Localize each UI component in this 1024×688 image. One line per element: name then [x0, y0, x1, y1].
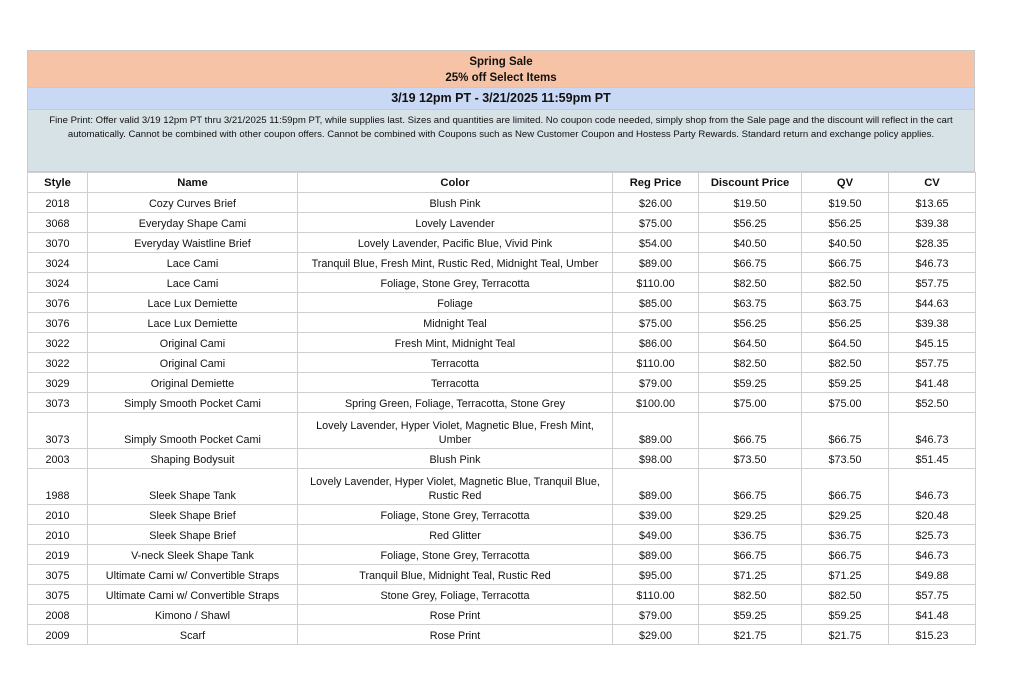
- cell-reg-price: $79.00: [613, 373, 699, 393]
- table-row: [28, 585, 976, 605]
- cell-name: Ultimate Cami w/ Convertible Straps: [88, 585, 298, 605]
- cell-qv: $82.50: [802, 273, 889, 293]
- header-color: Color: [298, 173, 613, 193]
- cell-style: 2003: [28, 449, 88, 469]
- cell-color: Lovely Lavender: [298, 213, 613, 233]
- cell-color: Blush Pink: [298, 193, 613, 213]
- cell-color: Foliage: [298, 293, 613, 313]
- cell-discount-price: $56.25: [699, 313, 802, 333]
- cell-qv: $82.50: [802, 353, 889, 373]
- table-row: [28, 605, 976, 625]
- cell-discount-price: $56.25: [699, 213, 802, 233]
- cell-name: Everyday Shape Cami: [88, 213, 298, 233]
- table-row: [28, 413, 976, 449]
- cell-cv: $57.75: [889, 273, 976, 293]
- cell-cv: $28.35: [889, 233, 976, 253]
- cell-reg-price: $26.00: [613, 193, 699, 213]
- cell-cv: $57.75: [889, 585, 976, 605]
- cell-cv: $41.48: [889, 605, 976, 625]
- cell-style: 3024: [28, 273, 88, 293]
- cell-color: Foliage, Stone Grey, Terracotta: [298, 273, 613, 293]
- cell-discount-price: $75.00: [699, 393, 802, 413]
- table-row: [28, 253, 976, 273]
- cell-style: 1988: [28, 469, 88, 505]
- cell-style: 2010: [28, 505, 88, 525]
- cell-reg-price: $98.00: [613, 449, 699, 469]
- cell-style: 3070: [28, 233, 88, 253]
- cell-discount-price: $66.75: [699, 413, 802, 449]
- cell-discount-price: $19.50: [699, 193, 802, 213]
- table-row: [28, 565, 976, 585]
- cell-discount-price: $63.75: [699, 293, 802, 313]
- cell-color: Terracotta: [298, 373, 613, 393]
- cell-discount-price: $82.50: [699, 585, 802, 605]
- table-row: [28, 313, 976, 333]
- sale-title: Spring Sale: [469, 56, 533, 68]
- cell-style: 3068: [28, 213, 88, 233]
- cell-style: 3024: [28, 253, 88, 273]
- cell-reg-price: $85.00: [613, 293, 699, 313]
- cell-cv: $57.75: [889, 353, 976, 373]
- cell-name: Original Cami: [88, 333, 298, 353]
- cell-cv: $15.23: [889, 625, 976, 645]
- table-row: [28, 353, 976, 373]
- table-row: [28, 505, 976, 525]
- spreadsheet: [27, 50, 975, 645]
- cell-qv: $64.50: [802, 333, 889, 353]
- cell-reg-price: $39.00: [613, 505, 699, 525]
- sale-title-banner: [27, 50, 975, 88]
- cell-discount-price: $64.50: [699, 333, 802, 353]
- cell-style: 3022: [28, 353, 88, 373]
- header-name: Name: [88, 173, 298, 193]
- cell-discount-price: $59.25: [699, 605, 802, 625]
- table-row: [28, 273, 976, 293]
- cell-reg-price: $54.00: [613, 233, 699, 253]
- cell-name: Scarf: [88, 625, 298, 645]
- table-row: [28, 449, 976, 469]
- cell-qv: $82.50: [802, 585, 889, 605]
- table-row: [28, 233, 976, 253]
- cell-name: Shaping Bodysuit: [88, 449, 298, 469]
- header-qv: QV: [802, 173, 889, 193]
- cell-style: 2009: [28, 625, 88, 645]
- fine-print: Fine Print: Offer valid 3/19 12pm PT thru 3/21/2025 11:59pm PT, while supplies last. Sizes and quantities are limited. No coupon code needed, simply shop from the Sale page and the discount will reflect in the cart automatically. Cannot be combined with other coupon offers. Cannot be combined with Coupons such as New Customer Coupon and Hostess Party Rewards. Standard return and exchange policy applies.: [27, 110, 975, 172]
- cell-discount-price: $73.50: [699, 449, 802, 469]
- cell-cv: $46.73: [889, 469, 976, 505]
- table-row: [28, 393, 976, 413]
- cell-name: Ultimate Cami w/ Convertible Straps: [88, 565, 298, 585]
- cell-style: 3076: [28, 293, 88, 313]
- cell-reg-price: $75.00: [613, 313, 699, 333]
- header-cv: CV: [889, 173, 976, 193]
- cell-color: Terracotta: [298, 353, 613, 373]
- cell-cv: $20.48: [889, 505, 976, 525]
- sale-dates-banner: 3/19 12pm PT - 3/21/2025 11:59pm PT: [27, 88, 975, 110]
- cell-color: Foliage, Stone Grey, Terracotta: [298, 545, 613, 565]
- cell-color: Spring Green, Foliage, Terracotta, Stone Grey: [298, 393, 613, 413]
- table-header-row: [28, 173, 976, 193]
- cell-qv: $71.25: [802, 565, 889, 585]
- cell-reg-price: $110.00: [613, 585, 699, 605]
- sale-items-table: [27, 172, 976, 645]
- cell-reg-price: $29.00: [613, 625, 699, 645]
- cell-cv: $41.48: [889, 373, 976, 393]
- cell-qv: $63.75: [802, 293, 889, 313]
- cell-qv: $73.50: [802, 449, 889, 469]
- cell-discount-price: $59.25: [699, 373, 802, 393]
- cell-discount-price: $21.75: [699, 625, 802, 645]
- cell-qv: $66.75: [802, 253, 889, 273]
- header-reg-price: Reg Price: [613, 173, 699, 193]
- cell-cv: $25.73: [889, 525, 976, 545]
- cell-qv: $66.75: [802, 469, 889, 505]
- table-row: [28, 625, 976, 645]
- cell-discount-price: $40.50: [699, 233, 802, 253]
- cell-style: 2008: [28, 605, 88, 625]
- cell-reg-price: $49.00: [613, 525, 699, 545]
- cell-qv: $40.50: [802, 233, 889, 253]
- cell-name: Kimono / Shawl: [88, 605, 298, 625]
- cell-qv: $56.25: [802, 213, 889, 233]
- cell-name: Sleek Shape Tank: [88, 469, 298, 505]
- cell-reg-price: $100.00: [613, 393, 699, 413]
- cell-name: Original Cami: [88, 353, 298, 373]
- cell-name: Cozy Curves Brief: [88, 193, 298, 213]
- cell-color: Lovely Lavender, Hyper Violet, Magnetic Blue, Tranquil Blue, Rustic Red: [298, 469, 613, 505]
- cell-qv: $75.00: [802, 393, 889, 413]
- cell-qv: $66.75: [802, 545, 889, 565]
- cell-cv: $52.50: [889, 393, 976, 413]
- cell-reg-price: $110.00: [613, 353, 699, 373]
- cell-cv: $39.38: [889, 313, 976, 333]
- cell-discount-price: $71.25: [699, 565, 802, 585]
- cell-cv: $44.63: [889, 293, 976, 313]
- table-row: [28, 213, 976, 233]
- cell-style: 3075: [28, 565, 88, 585]
- cell-reg-price: $89.00: [613, 545, 699, 565]
- cell-discount-price: $36.75: [699, 525, 802, 545]
- cell-name: Lace Lux Demiette: [88, 313, 298, 333]
- cell-cv: $46.73: [889, 253, 976, 273]
- cell-reg-price: $89.00: [613, 253, 699, 273]
- cell-name: Lace Lux Demiette: [88, 293, 298, 313]
- cell-color: Rose Print: [298, 605, 613, 625]
- cell-color: Stone Grey, Foliage, Terracotta: [298, 585, 613, 605]
- cell-reg-price: $110.00: [613, 273, 699, 293]
- cell-discount-price: $66.75: [699, 253, 802, 273]
- header-discount-price: Discount Price: [699, 173, 802, 193]
- cell-qv: $66.75: [802, 413, 889, 449]
- cell-reg-price: $75.00: [613, 213, 699, 233]
- cell-cv: $46.73: [889, 545, 976, 565]
- table-row: [28, 293, 976, 313]
- cell-qv: $59.25: [802, 605, 889, 625]
- cell-cv: $46.73: [889, 413, 976, 449]
- cell-color: Foliage, Stone Grey, Terracotta: [298, 505, 613, 525]
- cell-style: 2018: [28, 193, 88, 213]
- cell-name: Everyday Waistline Brief: [88, 233, 298, 253]
- cell-color: Lovely Lavender, Pacific Blue, Vivid Pink: [298, 233, 613, 253]
- table-row: [28, 545, 976, 565]
- cell-color: Tranquil Blue, Midnight Teal, Rustic Red: [298, 565, 613, 585]
- cell-color: Tranquil Blue, Fresh Mint, Rustic Red, Midnight Teal, Umber: [298, 253, 613, 273]
- cell-reg-price: $86.00: [613, 333, 699, 353]
- cell-color: Blush Pink: [298, 449, 613, 469]
- cell-cv: $39.38: [889, 213, 976, 233]
- cell-discount-price: $66.75: [699, 469, 802, 505]
- table-row: [28, 333, 976, 353]
- cell-reg-price: $89.00: [613, 413, 699, 449]
- header-style: Style: [28, 173, 88, 193]
- table-row: [28, 469, 976, 505]
- cell-name: Sleek Shape Brief: [88, 505, 298, 525]
- cell-name: Lace Cami: [88, 253, 298, 273]
- sale-subtitle: 25% off Select Items: [445, 72, 557, 84]
- cell-cv: $49.88: [889, 565, 976, 585]
- cell-style: 3073: [28, 413, 88, 449]
- cell-color: Red Glitter: [298, 525, 613, 545]
- cell-color: Rose Print: [298, 625, 613, 645]
- table-row: [28, 525, 976, 545]
- cell-qv: $21.75: [802, 625, 889, 645]
- cell-reg-price: $95.00: [613, 565, 699, 585]
- cell-style: 3022: [28, 333, 88, 353]
- cell-qv: $19.50: [802, 193, 889, 213]
- cell-style: 3075: [28, 585, 88, 605]
- cell-discount-price: $82.50: [699, 353, 802, 373]
- cell-name: Simply Smooth Pocket Cami: [88, 393, 298, 413]
- cell-discount-price: $66.75: [699, 545, 802, 565]
- cell-cv: $45.15: [889, 333, 976, 353]
- cell-qv: $36.75: [802, 525, 889, 545]
- cell-discount-price: $82.50: [699, 273, 802, 293]
- cell-color: Lovely Lavender, Hyper Violet, Magnetic Blue, Fresh Mint, Umber: [298, 413, 613, 449]
- cell-color: Fresh Mint, Midnight Teal: [298, 333, 613, 353]
- cell-style: 2010: [28, 525, 88, 545]
- cell-cv: $13.65: [889, 193, 976, 213]
- cell-qv: $56.25: [802, 313, 889, 333]
- cell-reg-price: $79.00: [613, 605, 699, 625]
- cell-cv: $51.45: [889, 449, 976, 469]
- cell-name: V-neck Sleek Shape Tank: [88, 545, 298, 565]
- cell-qv: $29.25: [802, 505, 889, 525]
- cell-name: Lace Cami: [88, 273, 298, 293]
- cell-style: 3029: [28, 373, 88, 393]
- cell-style: 2019: [28, 545, 88, 565]
- table-row: [28, 373, 976, 393]
- cell-reg-price: $89.00: [613, 469, 699, 505]
- cell-color: Midnight Teal: [298, 313, 613, 333]
- cell-style: 3076: [28, 313, 88, 333]
- cell-qv: $59.25: [802, 373, 889, 393]
- cell-discount-price: $29.25: [699, 505, 802, 525]
- cell-style: 3073: [28, 393, 88, 413]
- cell-name: Sleek Shape Brief: [88, 525, 298, 545]
- table-row: [28, 193, 976, 213]
- cell-name: Simply Smooth Pocket Cami: [88, 413, 298, 449]
- cell-name: Original Demiette: [88, 373, 298, 393]
